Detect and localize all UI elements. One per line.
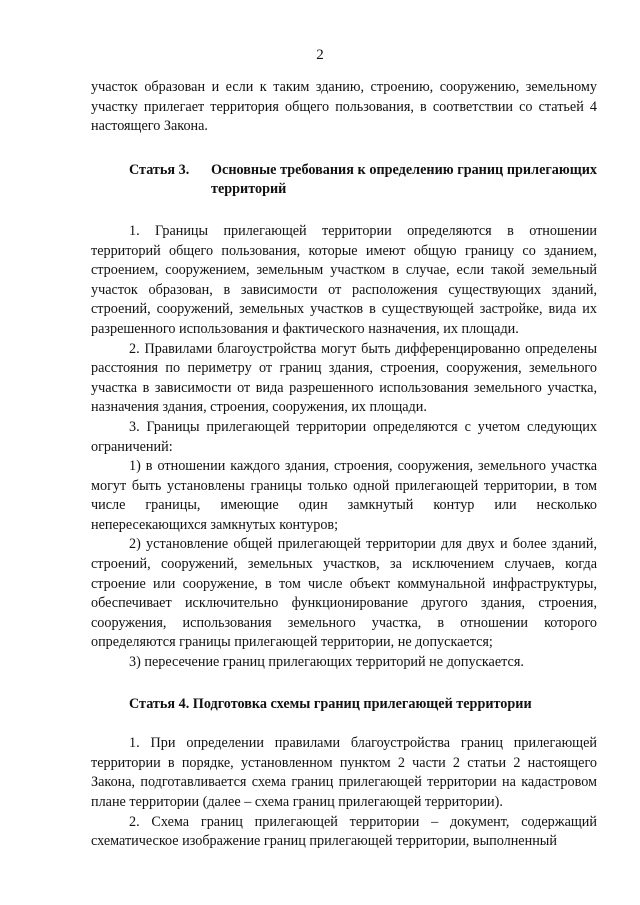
document-body — [91, 78, 597, 852]
article-3-paragraph-1: 1. Границы прилегающей территории определяются в отношении территорий общего пользования, которые имеют общую границу со зданием, строением, сооружением, земельным участком в случае, если такой земельный участок образован, в зависимости от расположения существующих зданий, строений, сооружений, земельных участков в существующей застройке, вида их разрешенного использования и фактического назначения, их площади. — [91, 222, 597, 337]
article-3-title: Основные требования к определению границ прилегающих территорий — [211, 161, 597, 198]
article-3-item-1: 1) в отношении каждого здания, строения, сооружения, земельного участка могут быть установлены границы только одной прилегающей территории, в том числе границы, имеющие один замкнутый контур или несколько непересекающихся замкнутых контуров; — [91, 458, 597, 533]
article-4-paragraph-1: 1. При определении правилами благоустройства границ прилегающей территории в порядке, установленном пунктом 2 части 2 статьи 2 настоящего Закона, подготавливается схема границ прилегающей территории на кадастровом плане территории (далее – схема границ прилегающей территории). — [91, 735, 597, 810]
intro-paragraph: участок образован и если к таким зданию, строению, сооружению, земельному участку прилегает территория общего пользования, в соответствии со статьей 4 настоящего Закона. — [91, 79, 597, 135]
article-4-heading: Статья 4. Подготовка схемы границ прилегающей территории — [129, 695, 532, 712]
article-4-paragraph-2: 2. Схема границ прилегающей территории – документ, содержащий схематическое изображение границ прилегающей территории, выполненный — [91, 813, 597, 850]
page-number: 2 — [316, 47, 324, 63]
article-3-item-2: 2) установление общей прилегающей территории для двух и более зданий, строений, сооружений, земельных участков, за исключением случаев, когда строение или сооружение, в том числе объект коммунальной инфраструктуры, обеспечивает исключительно функционирование другого здания, строения, сооружения, использования земельного участка, в отношении которого определяются границы прилегающей территории, не допускается; — [91, 536, 597, 651]
article-3-paragraph-3: 3. Границы прилегающей территории определяются с учетом следующих ограничений: — [91, 418, 597, 455]
article-3-number: Статья 3. — [129, 161, 190, 178]
article-3-paragraph-2: 2. Правилами благоустройства могут быть дифференцированно определены расстояния по периметру от границ здания, строения, сооружения, земельного участка в зависимости от вида разрешенного использования земельного участка, назначения здания, строения, сооружения, их площади. — [91, 340, 597, 416]
article-3-item-3: 3) пересечение границ прилегающих территорий не допускается. — [129, 654, 524, 671]
article-3-heading — [91, 161, 597, 200]
